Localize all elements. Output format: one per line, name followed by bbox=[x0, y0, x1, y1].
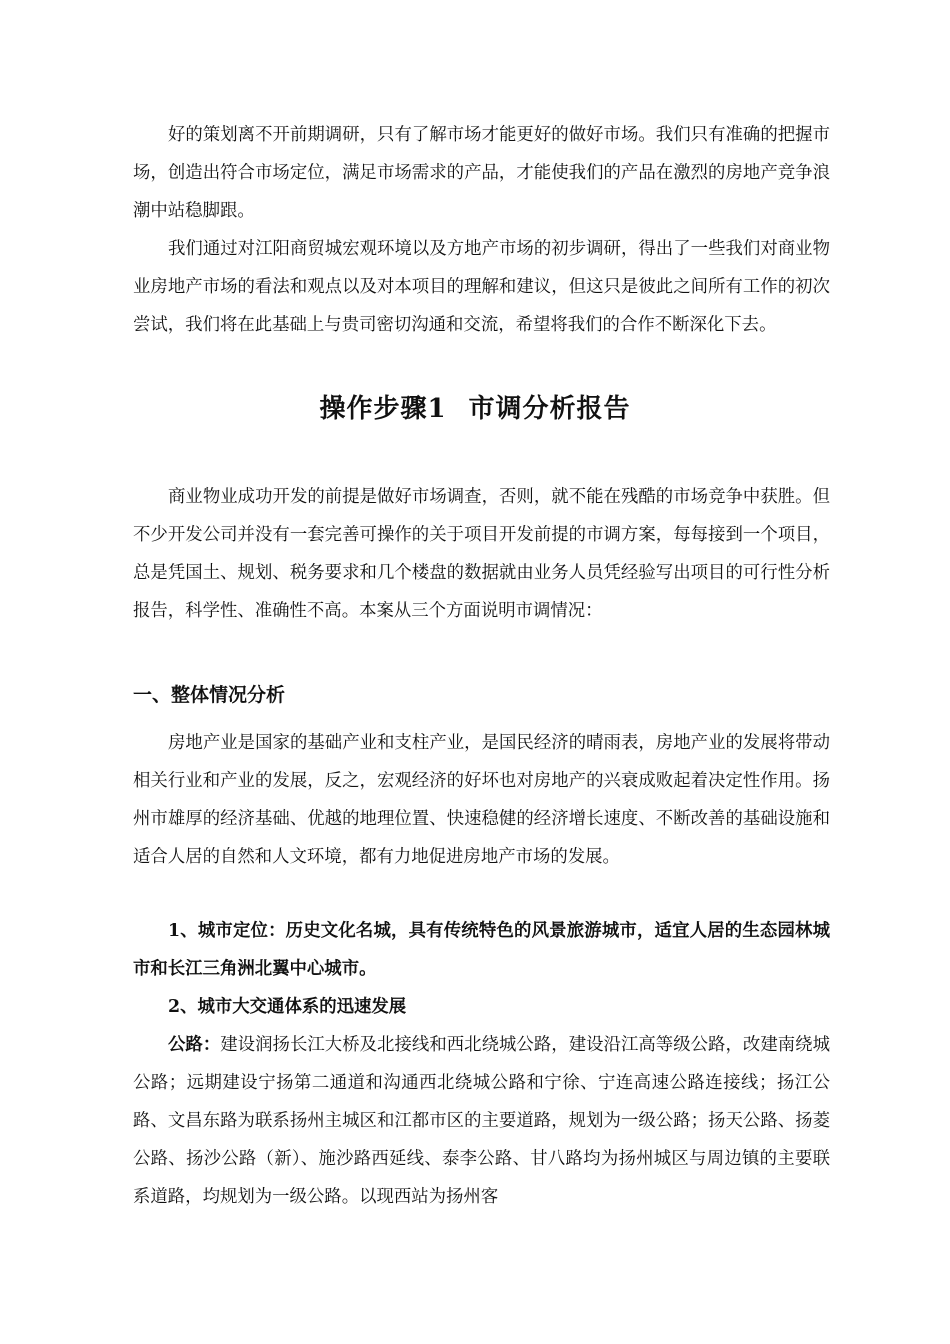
intro-paragraph-2: 我们通过对江阳商贸城宏观环境以及方地产市场的初步调研，得出了一些我们对商业物业房地产市场的看法和观点以及对本项目的理解和建议，但这只是彼此之间所有工作的初次尝试，我们将在此基础上与贵司密切沟通和交流，希望将我们的合作不断深化下去。 bbox=[133, 239, 830, 335]
title-step: 操作步骤1 bbox=[319, 394, 447, 424]
city-positioning-paragraph: 1、城市定位：历史文化名城，具有传统特色的风景旅游城市，适宜人居的生态园林城市和长江三角洲北翼中心城市。 bbox=[133, 921, 830, 979]
intro-paragraph-1: 好的策划离不开前期调研，只有了解市场才能更好的做好市场。我们只有准确的把握市场，创造出符合市场定位，满足市场需求的产品，才能使我们的产品在激烈的房地产竞争浪潮中站稳脚跟。 bbox=[133, 125, 830, 221]
overall-analysis-paragraph: 房地产业是国家的基础产业和支柱产业，是国民经济的晴雨表，房地产业的发展将带动相关行业和产业的发展，反之，宏观经济的好坏也对房地产的兴衰成败起着决定性作用。扬州市雄厚的经济基础、优越的地理位置、快速稳健的经济增长速度、不断改善的基础设施和适合人居的自然和人文环境，都有力地促进房地产市场的发展。 bbox=[133, 733, 830, 867]
transport-heading: 2、城市大交通体系的迅速发展 bbox=[168, 997, 407, 1017]
section-heading: 一、整体情况分析 bbox=[133, 684, 286, 706]
page-title bbox=[0, 388, 950, 430]
highway-label: 公路： bbox=[168, 1035, 221, 1055]
market-survey-paragraph: 商业物业成功开发的前提是做好市场调查，否则，就不能在残酷的市场竞争中获胜。但不少开发公司并没有一套完善可操作的关于项目开发前提的市调方案，每每接到一个项目，总是凭国土、规划、税务要求和几个楼盘的数据就由业务人员凭经验写出项目的可行性分析报告，科学性、准确性不高。本案从三个方面说明市调情况： bbox=[133, 487, 830, 621]
highway-text: 建设润扬长江大桥及北接线和西北绕城公路，建设沿江高等级公路，改建南绕城公路；远期建设宁扬第二通道和沟通西北绕城公路和宁徐、宁连高速公路连接线；扬江公路、文昌东路为联系扬州主城区和江都市区的主要道路，规划为一级公路；扬天公路、扬菱公路、扬沙公路（新）、施沙路西延线、泰李公路、甘八路均为扬州城区与周边镇的主要联系道路，均规划为一级公路。以现西站为扬州客 bbox=[133, 1035, 830, 1207]
title-report: 市调分析报告 bbox=[468, 394, 631, 424]
highway-paragraph bbox=[133, 1026, 830, 1216]
